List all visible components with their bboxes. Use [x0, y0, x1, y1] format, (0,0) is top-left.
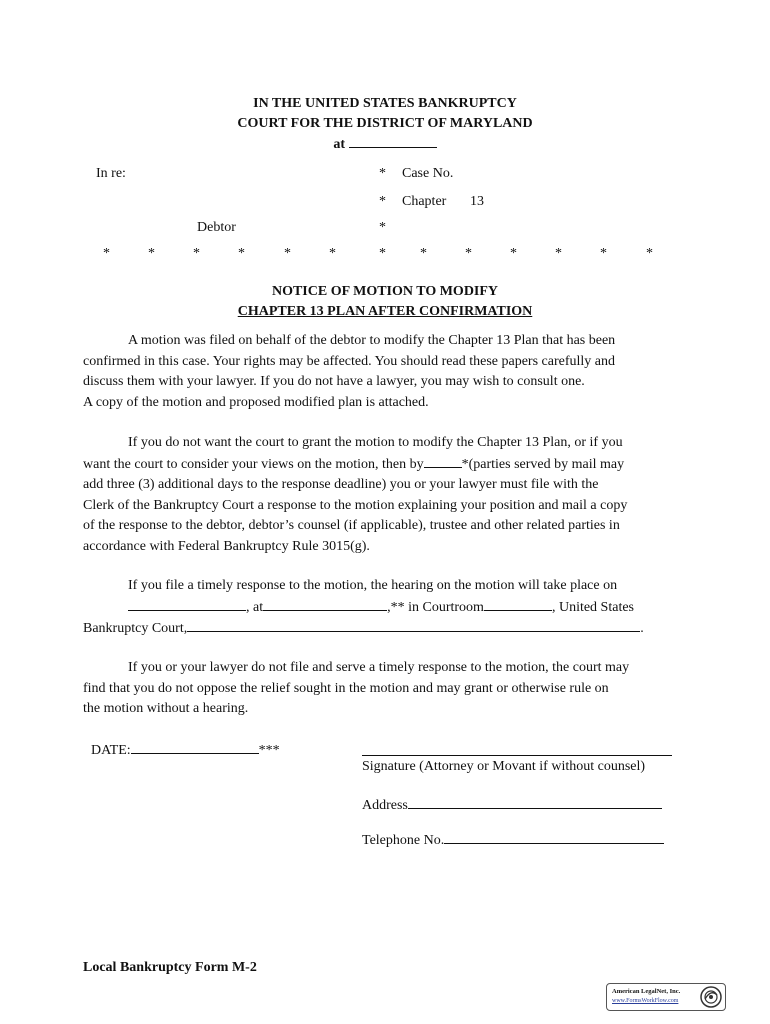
separator-star: * [284, 246, 291, 261]
separator-star: * [379, 246, 386, 261]
court-location-blank[interactable] [349, 134, 437, 148]
paragraph-hearing [83, 576, 673, 640]
paragraph-line: If you file a timely response to the motion, the hearing on the motion will take place on [128, 578, 618, 593]
court-address-blank[interactable] [187, 618, 640, 632]
address-blank[interactable] [408, 795, 662, 809]
paragraph-no-response [83, 658, 673, 720]
publisher-url[interactable]: www.FormsWorkFlow.com [612, 998, 679, 1004]
paragraph-line: find that you do not oppose the relief sought in the motion and may grant or otherwise rule on [83, 680, 609, 696]
signature-caption: Signature (Attorney or Movant if without counsel) [362, 759, 646, 774]
hearing-time-blank[interactable] [263, 597, 387, 611]
separator-star: * [329, 246, 336, 261]
paragraph-line: of the response to the debtor, debtor’s counsel (if applicable), trustee and other related parties in [83, 518, 620, 533]
separator-star: * [238, 246, 245, 261]
paragraph-text: *(parties served by mail may [461, 456, 625, 472]
paragraph-text: , at [246, 599, 264, 615]
paragraph-text: ,** in Courtroom [387, 599, 484, 615]
paragraph-text: want the court to consider your views on the motion, then by [83, 456, 424, 472]
courtroom-blank[interactable] [484, 597, 552, 611]
paragraph-text: , United States [551, 599, 634, 615]
chapter-label: Chapter [402, 194, 447, 209]
paragraph-line [83, 597, 673, 619]
address-label: Address [362, 798, 408, 813]
paragraph-text: Bankruptcy Court, [83, 621, 188, 636]
notice-title [0, 282, 770, 322]
court-header-line3 [0, 134, 770, 155]
paragraph-line: confirmed in this case. Your rights may be affected. You should read these papers carefully and [83, 353, 615, 369]
signature-line[interactable] [362, 755, 672, 756]
notice-title-line2: CHAPTER 13 PLAN AFTER CONFIRMATION [237, 304, 533, 319]
paragraph-line: accordance with Federal Bankruptcy Rule 3015(g). [83, 538, 370, 554]
form-number: Local Bankruptcy Form M-2 [83, 960, 257, 975]
separator-star: * [103, 246, 110, 261]
date-stars: *** [258, 743, 280, 758]
hearing-date-blank[interactable] [128, 597, 246, 611]
court-header-line1: IN THE UNITED STATES BANKRUPTCY [253, 96, 517, 111]
court-header-line2: COURT FOR THE DISTRICT OF MARYLAND [237, 116, 533, 131]
date-label: DATE: [91, 743, 131, 758]
date-field [91, 740, 280, 759]
separator-star: * [148, 246, 155, 261]
paragraph-line: A motion was filed on behalf of the debtor to modify the Chapter 13 Plan that has been [128, 333, 616, 348]
paragraph-line: If you do not want the court to grant the motion to modify the Chapter 13 Plan, or if you [128, 435, 623, 450]
paragraph-line: If you or your lawyer do not file and serve a timely response to the motion, the court may [128, 660, 630, 675]
paragraph-text: . [640, 621, 644, 636]
paragraph-line: the motion without a hearing. [83, 701, 249, 716]
paragraph-line [83, 618, 673, 640]
case-no-label: Case No. [402, 166, 454, 181]
notice-title-line1: NOTICE OF MOTION TO MODIFY [271, 284, 499, 299]
address-field [362, 795, 662, 814]
separator-star: * [646, 246, 653, 261]
publisher-logo[interactable] [606, 983, 726, 1011]
telephone-blank[interactable] [444, 830, 664, 844]
at-label: at [333, 137, 346, 152]
paragraph-line: Clerk of the Bankruptcy Court a response to the motion explaining your position and mail a copy [83, 497, 628, 513]
response-deadline-blank[interactable] [424, 454, 462, 468]
paragraph-line: add three (3) additional days to the response deadline) you or your lawyer must file with the [83, 477, 599, 492]
caption-star: * [379, 166, 386, 181]
publisher-name: American LegalNet, Inc. [612, 988, 681, 995]
paragraph-line: A copy of the motion and proposed modified plan is attached. [83, 394, 429, 410]
publisher-emblem-icon [699, 985, 723, 1009]
caption-star: * [379, 194, 386, 209]
caption-star: * [379, 220, 386, 235]
paragraph-motion-filed [83, 331, 673, 413]
separator-star: * [420, 246, 427, 261]
separator-star: * [555, 246, 562, 261]
chapter-value: 13 [470, 194, 484, 209]
in-re-label: In re: [96, 166, 126, 181]
separator-star: * [600, 246, 607, 261]
separator-star: * [465, 246, 472, 261]
debtor-label: Debtor [197, 220, 236, 235]
court-header [0, 94, 770, 155]
date-blank[interactable] [131, 740, 259, 754]
separator-star: * [510, 246, 517, 261]
telephone-label: Telephone No. [362, 833, 445, 848]
paragraph-response-instructions [83, 433, 673, 557]
separator-star: * [193, 246, 200, 261]
telephone-field [362, 830, 664, 849]
paragraph-line: discuss them with your lawyer. If you do not have a lawyer, you may wish to consult one. [83, 374, 585, 389]
paragraph-line [83, 454, 673, 476]
